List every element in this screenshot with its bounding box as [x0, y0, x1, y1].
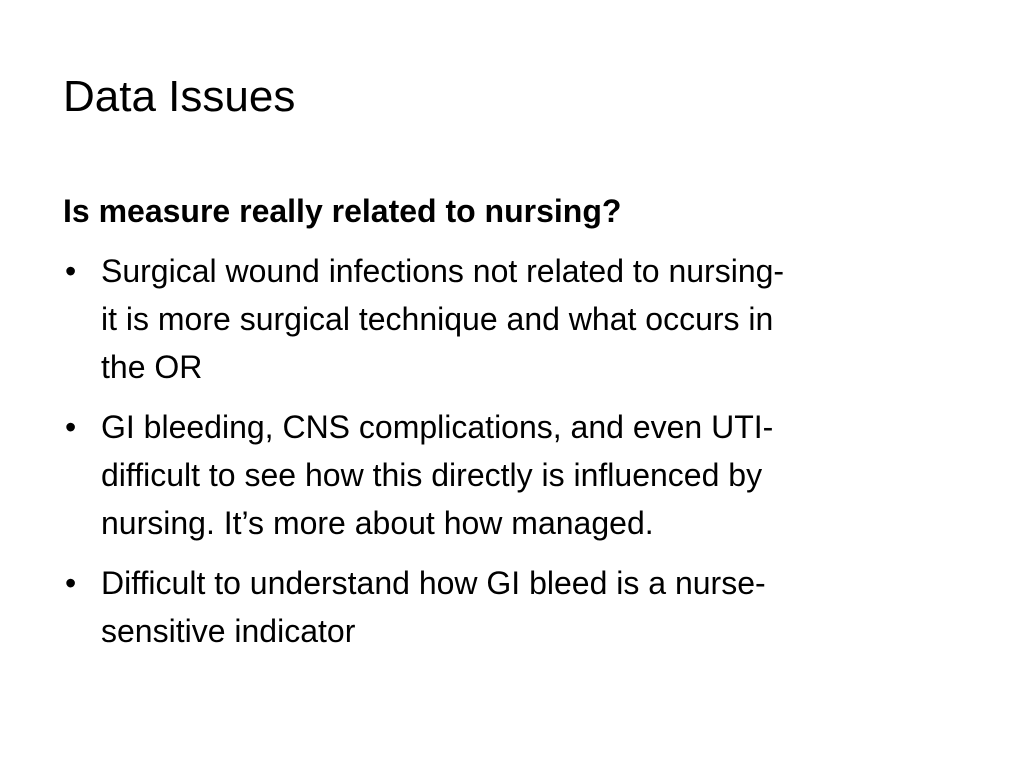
bullet-line: Surgical wound infections not related to nursing- [101, 253, 785, 289]
bullet-line: nursing. It’s more about how managed. [101, 505, 654, 541]
slide-title: Data Issues [63, 72, 296, 121]
bullet-text [101, 403, 963, 547]
subheading: Is measure really related to nursing? [63, 193, 622, 229]
bullet-line: it is more surgical technique and what occurs in [101, 301, 774, 337]
bullet-line: difficult to see how this directly is influenced by [101, 457, 763, 493]
bullet-line: Difficult to understand how GI bleed is a nurse- [101, 565, 766, 601]
bullet-item [63, 403, 963, 547]
bullet-icon: • [65, 253, 77, 289]
bullet-icon: • [65, 565, 77, 601]
bullet-icon: • [65, 409, 77, 445]
bullet-item [63, 247, 963, 391]
slide-content [63, 187, 963, 655]
bullet-line: sensitive indicator [101, 613, 356, 649]
bullet-line: GI bleeding, CNS complications, and even UTI- [101, 409, 774, 445]
bullet-list [63, 247, 963, 655]
bullet-text [101, 559, 963, 655]
bullet-item [63, 559, 963, 655]
bullet-line: the OR [101, 349, 203, 385]
bullet-text [101, 247, 963, 391]
